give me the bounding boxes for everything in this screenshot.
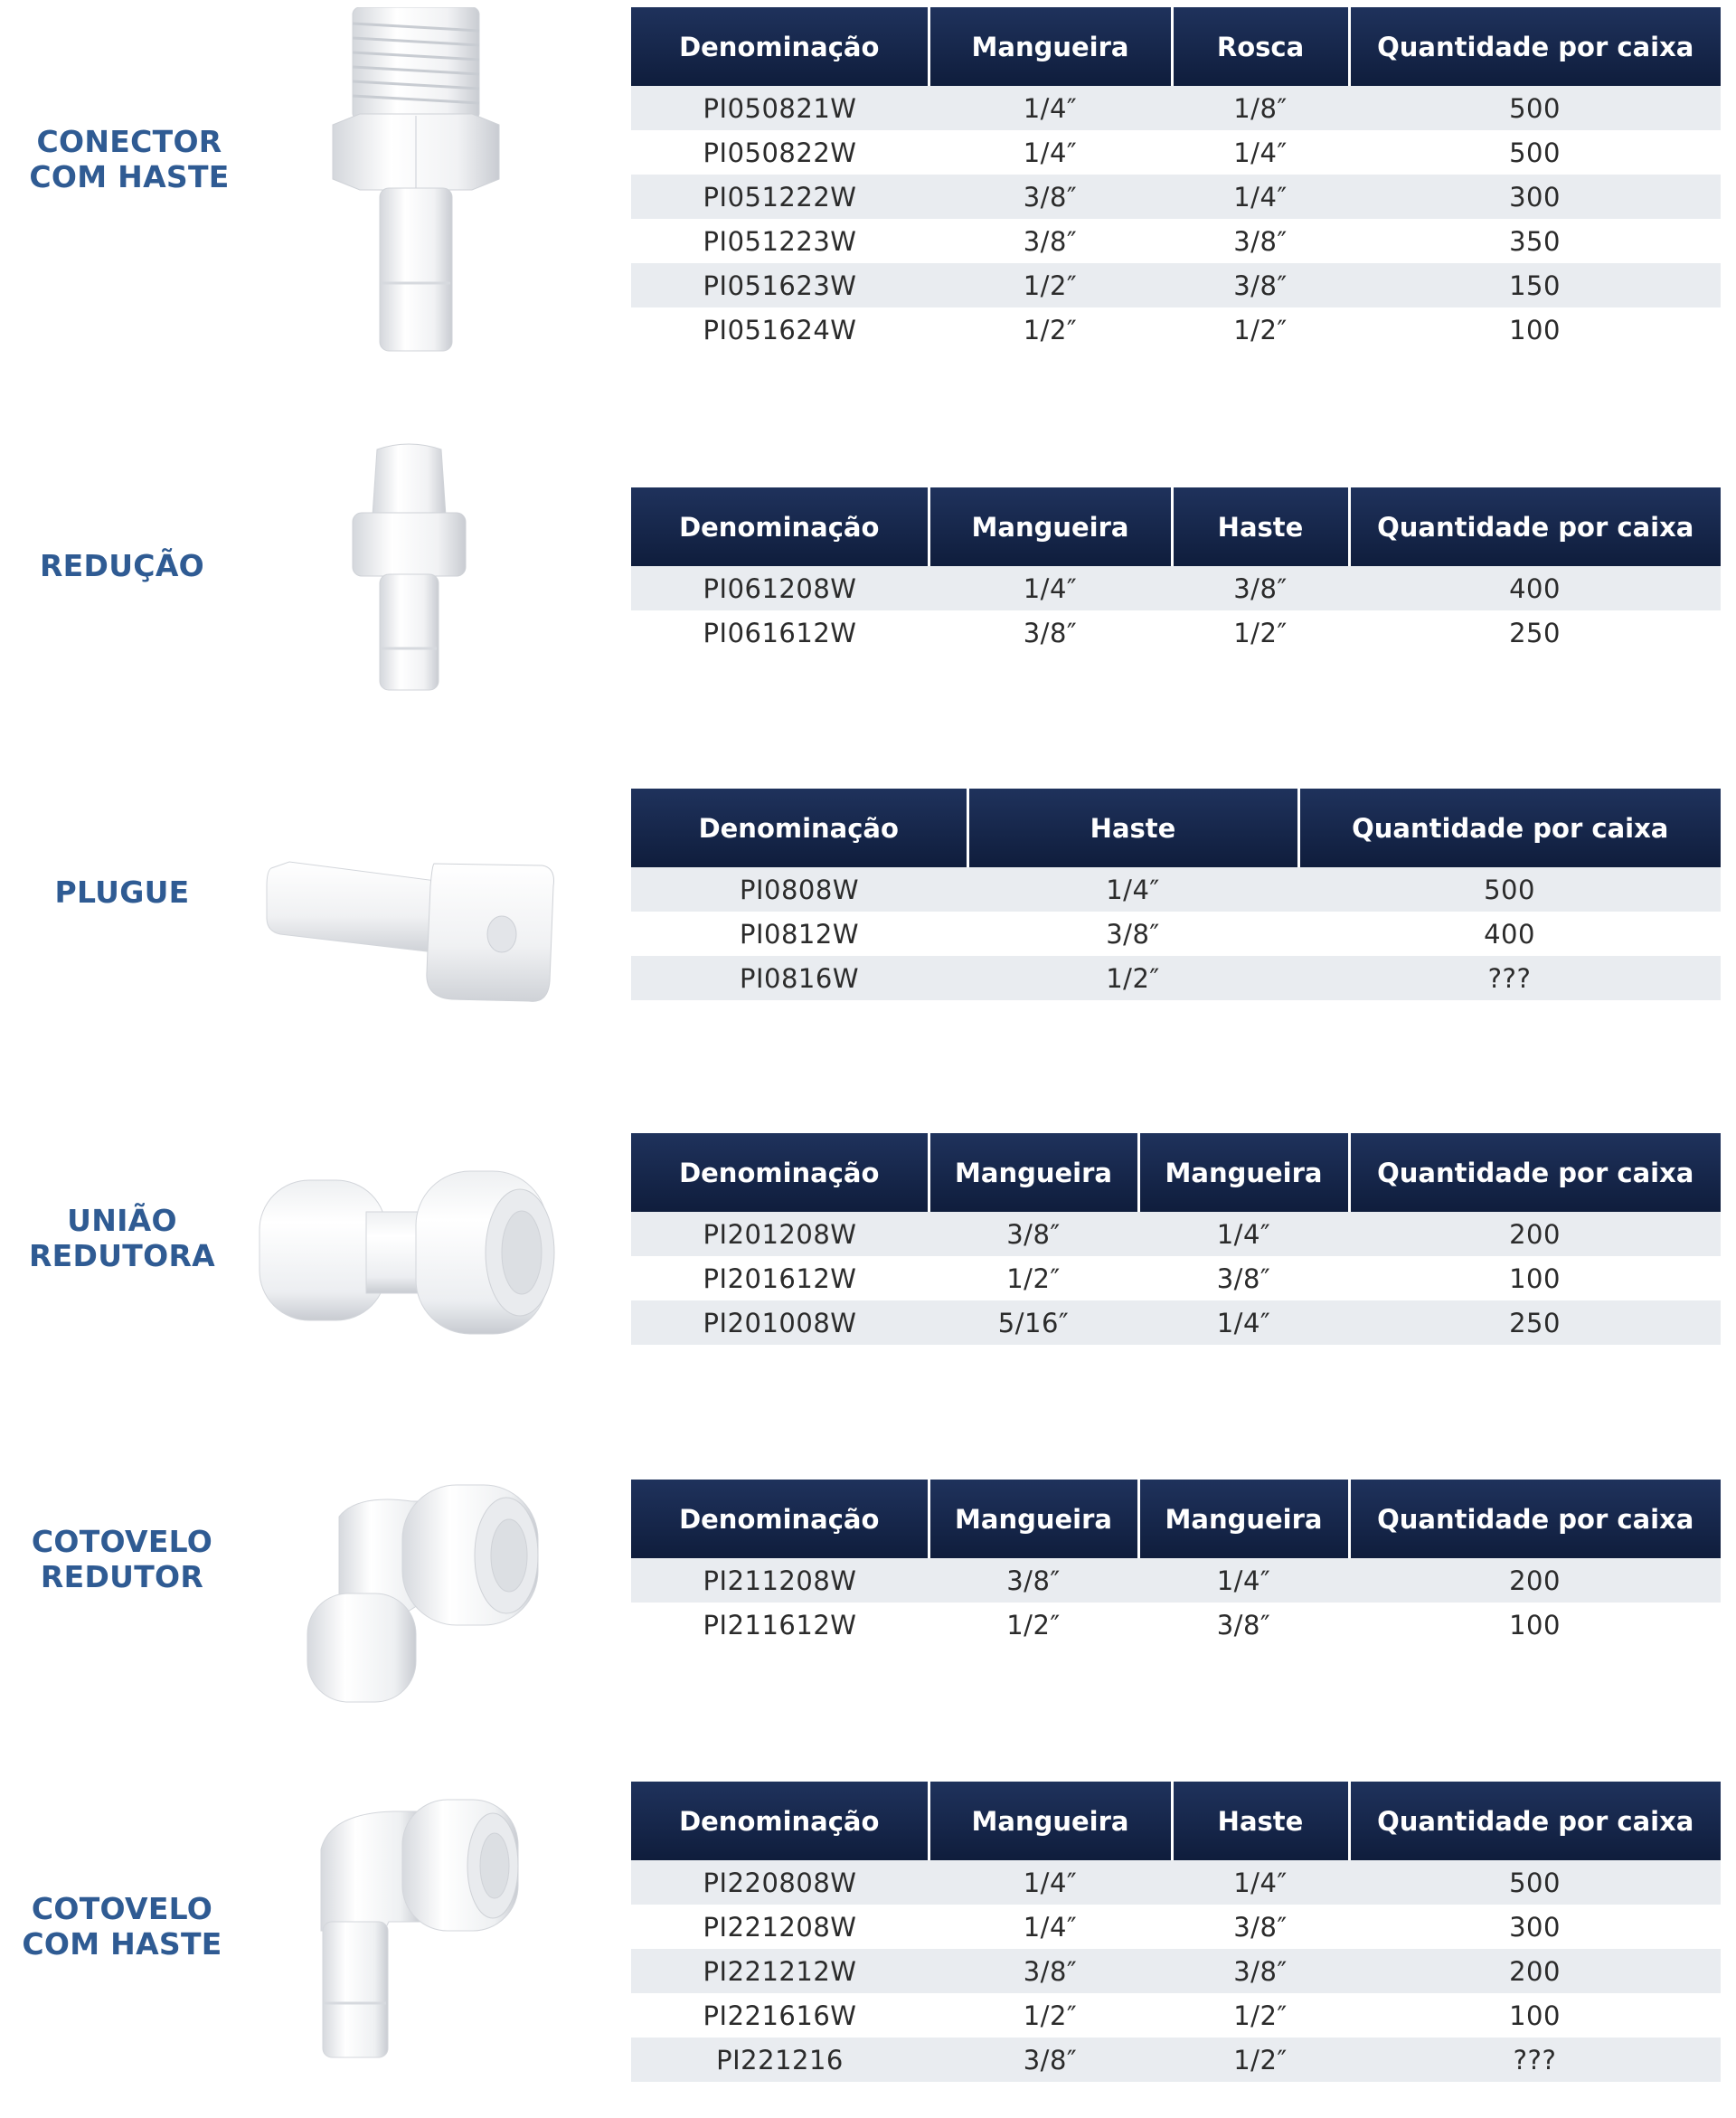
section-title-plugue xyxy=(0,875,244,910)
table-cell: 3/8″ xyxy=(967,912,1298,956)
table-cell: 100 xyxy=(1349,1603,1721,1647)
table-cell: 1/4″ xyxy=(929,86,1172,130)
table-cell: PI221616W xyxy=(631,1993,929,2038)
table-cell: 1/2″ xyxy=(1172,307,1349,352)
table-row xyxy=(631,307,1721,352)
product-table-cotovelo-redutor xyxy=(631,1480,1721,1647)
reducer-image xyxy=(348,439,470,694)
table-cell: 250 xyxy=(1349,610,1721,655)
table-cell: 1/4″ xyxy=(1138,1212,1349,1256)
elbow-with-stem-image xyxy=(312,1795,524,2066)
table-cell: PI0808W xyxy=(631,867,967,912)
table-row xyxy=(631,867,1721,912)
table-cell: 3/8″ xyxy=(929,175,1172,219)
table-cell: 500 xyxy=(1349,130,1721,175)
table-cell: PI201008W xyxy=(631,1300,929,1345)
table-cell: 3/8″ xyxy=(1172,566,1349,610)
table-cell: 1/2″ xyxy=(929,1256,1138,1300)
section-title-uniao-redutora xyxy=(0,1203,244,1273)
section-title-line1: COTOVELO xyxy=(31,1891,213,1926)
table-cell: ??? xyxy=(1298,956,1721,1000)
table-cell: PI051222W xyxy=(631,175,929,219)
product-table-conector-com-haste xyxy=(631,7,1721,352)
connector-with-stem-image xyxy=(326,7,506,355)
table-cell: 400 xyxy=(1298,912,1721,956)
header-denominacao: Denominação xyxy=(631,1133,929,1212)
table-cell: PI0816W xyxy=(631,956,967,1000)
section-title-cotovelo-com-haste xyxy=(0,1891,244,1962)
table-cell: 3/8″ xyxy=(929,1558,1138,1603)
product-table-cotovelo-com-haste xyxy=(631,1782,1721,2082)
table-cell: 3/8″ xyxy=(929,610,1172,655)
table-cell: PI051624W xyxy=(631,307,929,352)
table-cell: 3/8″ xyxy=(1172,219,1349,263)
table-cell: 500 xyxy=(1349,86,1721,130)
table-cell: PI221208W xyxy=(631,1905,929,1949)
table-cell: 1/4″ xyxy=(1172,130,1349,175)
table-cell: 1/8″ xyxy=(1172,86,1349,130)
product-table-uniao-redutora xyxy=(631,1133,1721,1345)
table-row xyxy=(631,1949,1721,1993)
table-cell: 300 xyxy=(1349,1905,1721,1949)
table-cell: 1/2″ xyxy=(929,1603,1138,1647)
table-cell: 1/2″ xyxy=(929,263,1172,307)
table-row xyxy=(631,1993,1721,2038)
section-title-line1: CONECTOR xyxy=(36,124,222,159)
table-cell: 150 xyxy=(1349,263,1721,307)
header-quantidade: Quantidade por caixa xyxy=(1349,487,1721,566)
table-cell: 3/8″ xyxy=(1138,1603,1349,1647)
table-cell: PI0812W xyxy=(631,912,967,956)
section-title-conector-com-haste xyxy=(7,124,251,194)
table-cell: 3/8″ xyxy=(929,1212,1138,1256)
table-cell: 1/4″ xyxy=(967,867,1298,912)
section-title-line1: COTOVELO xyxy=(31,1524,213,1559)
table-cell: 3/8″ xyxy=(929,2038,1172,2082)
header-haste: Haste xyxy=(1172,487,1349,566)
table-row xyxy=(631,1905,1721,1949)
table-cell: 1/2″ xyxy=(967,956,1298,1000)
table-cell: PI051223W xyxy=(631,219,929,263)
table-cell: 100 xyxy=(1349,307,1721,352)
table-row xyxy=(631,263,1721,307)
table-row xyxy=(631,130,1721,175)
product-table-reducao xyxy=(631,487,1721,655)
table-cell: 3/8″ xyxy=(1172,263,1349,307)
table-cell: 100 xyxy=(1349,1256,1721,1300)
header-quantidade: Quantidade por caixa xyxy=(1349,1782,1721,1860)
table-cell: PI050821W xyxy=(631,86,929,130)
table-cell: PI211612W xyxy=(631,1603,929,1647)
section-title-line2: REDUTOR xyxy=(40,1559,204,1594)
section-title-line2: COM HASTE xyxy=(22,1926,222,1962)
table-cell: 1/4″ xyxy=(929,566,1172,610)
header-mangueira: Mangueira xyxy=(929,7,1172,86)
table-cell: PI220808W xyxy=(631,1860,929,1905)
product-table-plugue xyxy=(631,789,1721,1000)
table-cell: 500 xyxy=(1298,867,1721,912)
table-row xyxy=(631,1300,1721,1345)
table-cell: PI221216 xyxy=(631,2038,929,2082)
reducing-union-image xyxy=(258,1167,561,1338)
header-quantidade: Quantidade por caixa xyxy=(1349,1480,1721,1558)
table-row xyxy=(631,912,1721,956)
header-denominacao: Denominação xyxy=(631,7,929,86)
table-cell: 500 xyxy=(1349,1860,1721,1905)
table-cell: 3/8″ xyxy=(929,1949,1172,1993)
table-row xyxy=(631,956,1721,1000)
header-mangueira: Mangueira xyxy=(929,1480,1138,1558)
table-cell: 5/16″ xyxy=(929,1300,1138,1345)
table-cell: 1/2″ xyxy=(1172,2038,1349,2082)
header-quantidade: Quantidade por caixa xyxy=(1349,7,1721,86)
table-cell: 3/8″ xyxy=(1172,1905,1349,1949)
section-title-line1: UNIÃO xyxy=(67,1203,177,1238)
table-cell: PI211208W xyxy=(631,1558,929,1603)
table-cell: 200 xyxy=(1349,1212,1721,1256)
table-cell: 1/4″ xyxy=(1138,1558,1349,1603)
table-cell: PI201612W xyxy=(631,1256,929,1300)
header-denominacao: Denominação xyxy=(631,789,967,867)
reducing-elbow-image xyxy=(303,1476,542,1707)
header-rosca: Rosca xyxy=(1172,7,1349,86)
table-cell: 1/4″ xyxy=(929,1860,1172,1905)
table-cell: 200 xyxy=(1349,1949,1721,1993)
table-row xyxy=(631,1212,1721,1256)
section-title-cotovelo-redutor xyxy=(0,1524,244,1594)
table-cell: 3/8″ xyxy=(1172,1949,1349,1993)
table-cell: 3/8″ xyxy=(1138,1256,1349,1300)
table-row xyxy=(631,610,1721,655)
header-mangueira: Mangueira xyxy=(1138,1133,1349,1212)
table-row xyxy=(631,1603,1721,1647)
table-row xyxy=(631,566,1721,610)
table-cell: 1/4″ xyxy=(1138,1300,1349,1345)
table-row xyxy=(631,1860,1721,1905)
table-cell: 3/8″ xyxy=(929,219,1172,263)
table-cell: 1/2″ xyxy=(1172,610,1349,655)
section-title-line2: COM HASTE xyxy=(29,159,230,194)
table-cell: 1/4″ xyxy=(1172,1860,1349,1905)
header-haste: Haste xyxy=(1172,1782,1349,1860)
header-denominacao: Denominação xyxy=(631,1782,929,1860)
table-row xyxy=(631,1256,1721,1300)
header-quantidade: Quantidade por caixa xyxy=(1349,1133,1721,1212)
table-row xyxy=(631,2038,1721,2082)
table-cell: PI061208W xyxy=(631,566,929,610)
header-mangueira: Mangueira xyxy=(929,1782,1172,1860)
table-cell: 1/4″ xyxy=(929,130,1172,175)
table-cell: PI051623W xyxy=(631,263,929,307)
section-title-line2: REDUTORA xyxy=(28,1238,216,1273)
table-row xyxy=(631,219,1721,263)
table-cell: ??? xyxy=(1349,2038,1721,2082)
table-cell: PI201208W xyxy=(631,1212,929,1256)
section-title-line1: PLUGUE xyxy=(54,875,190,910)
table-cell: 1/4″ xyxy=(1172,175,1349,219)
table-cell: PI061612W xyxy=(631,610,929,655)
table-cell: PI221212W xyxy=(631,1949,929,1993)
table-cell: 1/4″ xyxy=(929,1905,1172,1949)
table-cell: 100 xyxy=(1349,1993,1721,2038)
table-cell: 300 xyxy=(1349,175,1721,219)
table-cell: 1/2″ xyxy=(929,1993,1172,2038)
header-mangueira: Mangueira xyxy=(929,1133,1138,1212)
header-denominacao: Denominação xyxy=(631,1480,929,1558)
table-cell: 350 xyxy=(1349,219,1721,263)
plug-image xyxy=(262,846,561,1008)
header-mangueira: Mangueira xyxy=(929,487,1172,566)
table-row xyxy=(631,175,1721,219)
header-denominacao: Denominação xyxy=(631,487,929,566)
table-cell: 250 xyxy=(1349,1300,1721,1345)
table-row xyxy=(631,86,1721,130)
table-cell: 1/2″ xyxy=(1172,1993,1349,2038)
table-cell: 400 xyxy=(1349,566,1721,610)
table-cell: PI050822W xyxy=(631,130,929,175)
header-haste: Haste xyxy=(967,789,1298,867)
section-title-reducao xyxy=(0,548,244,583)
table-cell: 200 xyxy=(1349,1558,1721,1603)
table-row xyxy=(631,1558,1721,1603)
table-cell: 1/2″ xyxy=(929,307,1172,352)
header-quantidade: Quantidade por caixa xyxy=(1298,789,1721,867)
header-mangueira: Mangueira xyxy=(1138,1480,1349,1558)
section-title-line1: REDUÇÃO xyxy=(39,548,205,583)
